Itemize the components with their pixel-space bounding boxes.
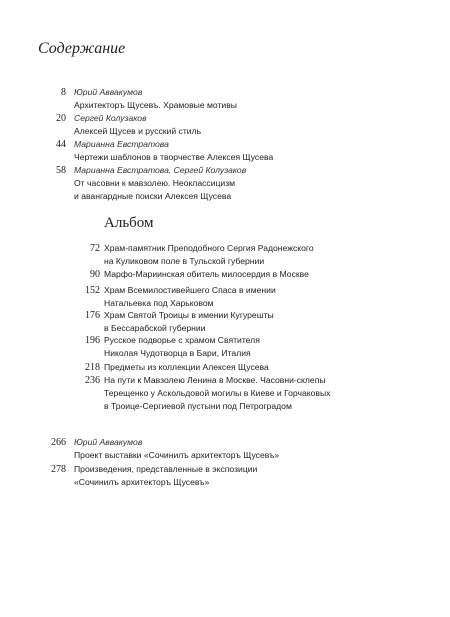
page-number: 44 xyxy=(56,139,66,150)
album-entry-text: Храм Всемилостивейшего Спаса в имении xyxy=(104,285,276,295)
appendix-title: Произведения, представленные в экспозиции xyxy=(74,464,258,474)
essay-author: Сергей Колузаков xyxy=(74,113,147,123)
album-entry-text: Храм-памятник Преподобного Сергия Радонежского xyxy=(104,243,314,253)
album-entry-text: Предметы из коллекции Алексея Щусева xyxy=(104,362,269,372)
album-entry-text: Русское подворье с храмом Святителя xyxy=(104,335,260,345)
essay-author: Марианна Евстратова, Сергей Колузаков xyxy=(74,165,247,175)
page-number: 152 xyxy=(85,285,100,296)
essay-author: Юрий Аввакумов xyxy=(74,87,143,97)
album-heading: Альбом xyxy=(104,215,154,231)
contents-heading: Содержание xyxy=(38,40,126,57)
page-number: 236 xyxy=(85,375,100,386)
page-number: 72 xyxy=(90,243,100,254)
album-entry-text: Терещенко у Аскольдовой могилы в Киеве и Горчаковых xyxy=(104,388,331,398)
essay-title: От часовни к мавзолею. Неоклассицизм xyxy=(74,178,236,188)
album-entry-text: в Бессарабской губернии xyxy=(104,323,206,333)
page-number: 20 xyxy=(56,113,66,124)
album-entry-text: на Куликовом поле в Тульской губернии xyxy=(104,256,265,266)
page-number: 218 xyxy=(85,362,100,373)
page-number: 58 xyxy=(56,165,66,176)
essay-author: Марианна Евстратова xyxy=(74,139,169,149)
essay-title: и авангардные поиски Алексея Щусева xyxy=(74,191,232,201)
appendix-title: Проект выставки «Сочинилъ архитекторъ Щусевъ» xyxy=(74,450,280,460)
album-entry-text: Храм Святой Троицы в имении Кугурешты xyxy=(104,310,274,320)
page-number: 278 xyxy=(51,464,66,475)
album-entry-text: Марфо-Мариинская обитель милосердия в Москве xyxy=(104,269,309,279)
album-entry-text: в Троице-Сергиевой пустыни под Петроградом xyxy=(104,401,292,411)
essay-title: Архитекторъ Щусевъ. Храмовые мотивы xyxy=(74,100,237,110)
page-number: 176 xyxy=(85,310,100,321)
essay-title: Чертежи шаблонов в творчестве Алексея Щусева xyxy=(74,152,274,162)
page-number: 266 xyxy=(51,437,66,448)
appendix-author: Юрий Аввакумов xyxy=(74,437,143,447)
page-number: 196 xyxy=(85,335,100,346)
album-entry-text: Натальевка под Харьковом xyxy=(104,298,214,308)
appendix-title: «Сочинилъ архитекторъ Щусевъ» xyxy=(74,477,210,487)
album-entry-text: Николая Чудотворца в Бари, Италия xyxy=(104,348,251,358)
page-number: 90 xyxy=(90,269,100,280)
page-number: 8 xyxy=(61,87,66,98)
album-entry-text: На пути к Мавзолею Ленина в Москве. Часовни-склепы xyxy=(104,375,326,385)
essay-title: Алексей Щусев и русский стиль xyxy=(74,126,202,136)
